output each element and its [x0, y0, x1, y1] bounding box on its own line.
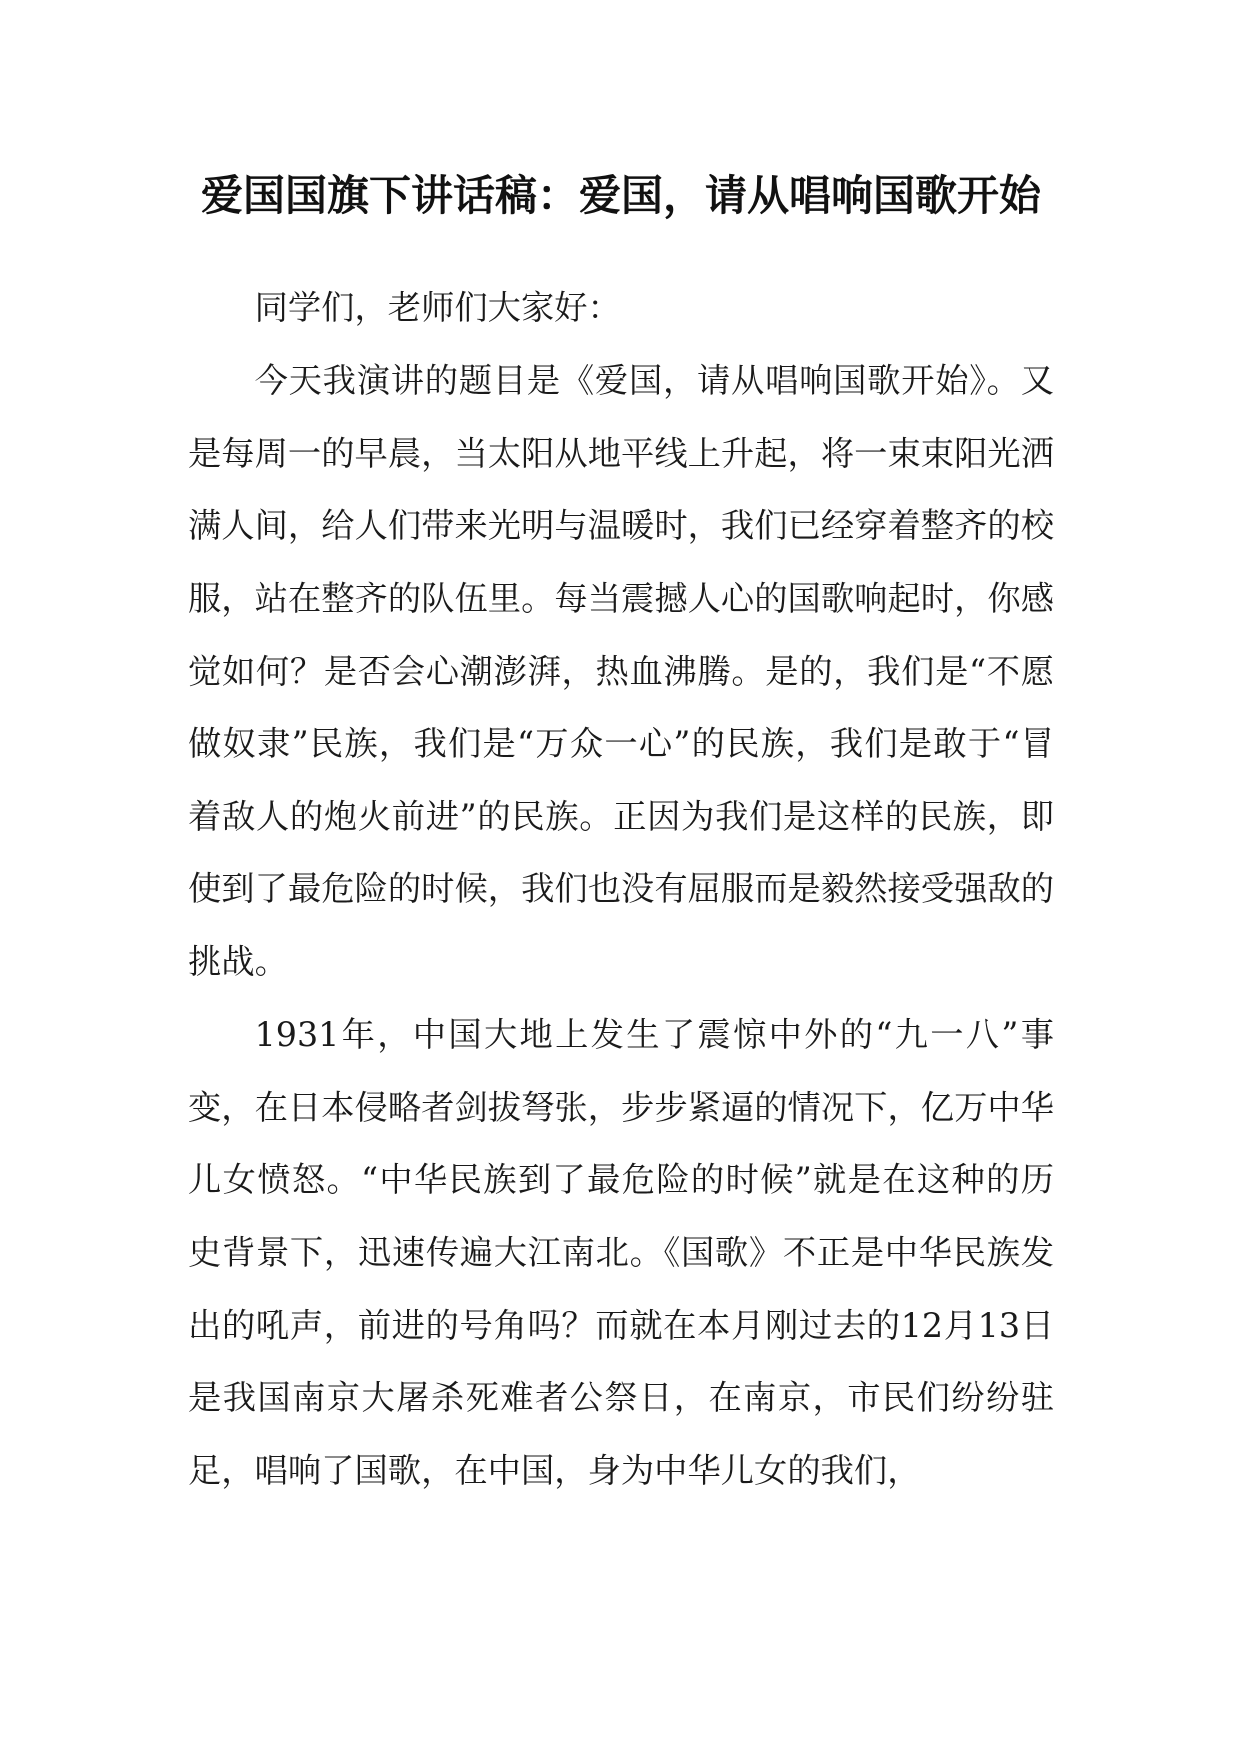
document-title: 爱国国旗下讲话稿：爱国，请从唱响国歌开始 [200, 171, 1041, 220]
document-page [188, 160, 1054, 1508]
document-body [188, 272, 1054, 1507]
paragraph-history: 1931年，中国大地上发生了震惊中外的“九一八”事变，在日本侵略者剑拔弩张，步步紧逼的情况下，亿万中华儿女愤怒。“中华民族到了最危险的时候”就是在这种的历史背景下，迅速传遍大江南北。《国歌》不正是中华民族发出的吼声，前进的号角吗？而就在本月刚过去的12月13日是我国南京大屠杀死难者公祭日，在南京，市民们纷纷驻足，唱响了国歌，在中国，身为中华儿女的我们， [188, 1015, 1054, 1490]
paragraph-introduction: 今天我演讲的题目是《爱国，请从唱响国歌开始》。又是每周一的早晨，当太阳从地平线上升起，将一束束阳光洒满人间，给人们带来光明与温暖时，我们已经穿着整齐的校服，站在整齐的队伍里。每当震撼人心的国歌响起时，你感觉如何？是否会心潮澎湃，热血沸腾。是的，我们是“不愿做奴隶”民族，我们是“万众一心”的民族，我们是敢于“冒着敌人的炮火前进”的民族。正因为我们是这样的民族，即使到了最危险的时候，我们也没有屈服而是毅然接受强敌的挑战。 [188, 361, 1054, 981]
paragraph-greeting: 同学们，老师们大家好： [254, 288, 621, 327]
